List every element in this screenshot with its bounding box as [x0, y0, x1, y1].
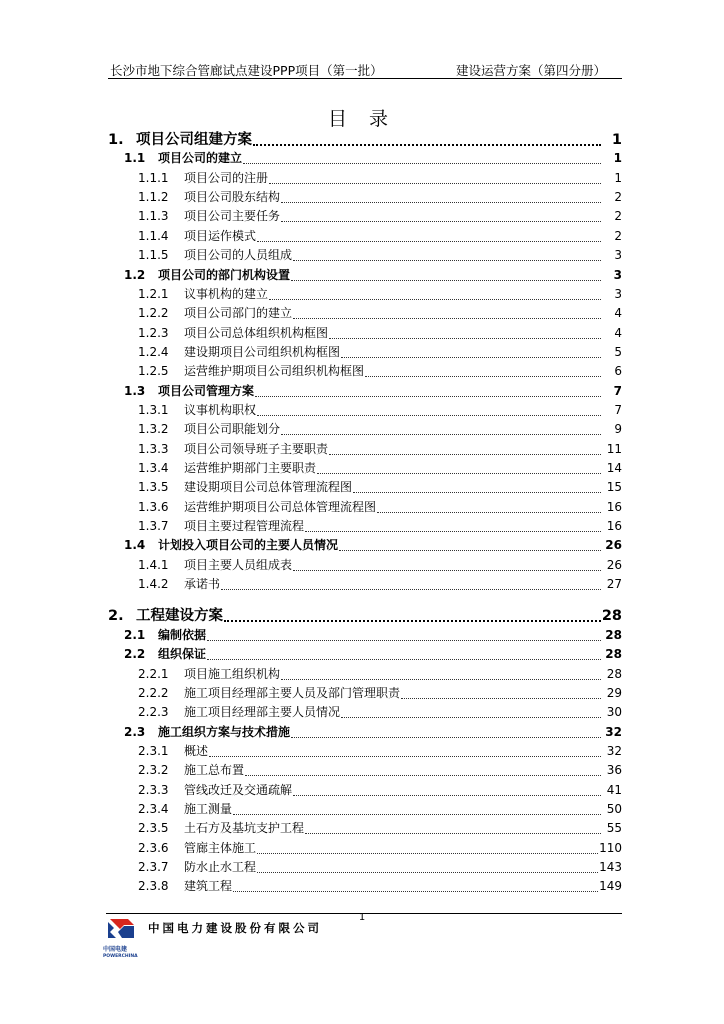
header-project-title: 长沙市地下综合管廊试点建设PPP项目（第一批） — [110, 63, 383, 78]
toc-entry-title: 议事机构的建立 — [184, 286, 269, 301]
toc-leader-dots — [293, 304, 601, 319]
toc-entry-number: 1.4.1 — [138, 557, 169, 572]
toc-entry-title: 项目公司的注册 — [184, 170, 269, 185]
toc-entry-page: 2 — [614, 228, 622, 243]
toc-entry-title: 编制依据 — [158, 627, 207, 642]
toc-leader-dots — [245, 761, 601, 776]
toc-entry-number: 1.3.4 — [138, 461, 169, 475]
toc-entry-title: 建筑工程 — [184, 879, 233, 894]
toc-leader-dots — [293, 556, 601, 571]
toc-entry-number: 2.3.5 — [138, 821, 169, 836]
toc-entry[interactable] — [138, 362, 622, 380]
toc-leader-dots — [353, 478, 601, 493]
toc-entry-page: 16 — [606, 499, 622, 514]
toc-entry-page: 143 — [599, 860, 622, 874]
toc-leader-dots — [329, 440, 601, 455]
toc-entry[interactable] — [138, 877, 622, 895]
toc-entry-number: 1.1.5 — [138, 248, 169, 263]
toc-entry-title: 施工测量 — [184, 801, 233, 816]
toc-entry-page: 28 — [605, 647, 622, 662]
toc-entry-number: 2.3.4 — [138, 801, 169, 816]
toc-entry-number: 1.2 — [124, 267, 146, 282]
toc-entry-title: 议事机构职权 — [184, 402, 257, 417]
toc-leader-dots — [291, 723, 601, 738]
toc-entry-page: 26 — [605, 538, 622, 553]
toc-entry-title: 项目公司总体组织机构框图 — [184, 325, 329, 340]
toc-leader-dots — [221, 575, 601, 590]
toc-leader-dots — [317, 459, 601, 474]
page-title: 目 录 — [327, 108, 397, 130]
logo-text — [103, 946, 143, 960]
toc-entry-number: 2.3 — [124, 724, 146, 739]
toc-entry-page: 15 — [606, 480, 622, 495]
toc-entry[interactable] — [138, 324, 622, 342]
footer-company-name: 中国电力建设股份有限公司 — [148, 921, 322, 935]
toc-leader-dots — [281, 188, 601, 203]
toc-entry[interactable] — [138, 858, 622, 876]
toc-entry-title: 施工总布置 — [184, 763, 245, 778]
toc-leader-dots — [291, 266, 601, 281]
toc-entry-title: 项目公司领导班子主要职责 — [184, 441, 329, 456]
toc-entry-number: 1.3.5 — [138, 480, 169, 495]
toc-entry[interactable] — [124, 149, 622, 167]
logo-text-cn: 中国电建 — [103, 946, 128, 953]
toc-entry-title: 工程建设方案 — [136, 608, 223, 625]
toc-leader-dots — [339, 536, 601, 551]
toc-entry-page: 55 — [606, 821, 622, 836]
toc-leader-dots — [329, 324, 601, 339]
toc-leader-dots — [269, 169, 601, 184]
toc-entry[interactable] — [138, 227, 622, 245]
toc-entry[interactable] — [138, 781, 622, 799]
toc-entry-page: 4 — [614, 306, 622, 321]
toc-entry-title: 施工组织方案与技术措施 — [158, 724, 291, 739]
toc-entry-page: 27 — [606, 577, 622, 591]
toc-entry-number: 1.1.2 — [138, 190, 169, 205]
logo-text-en: POWERCHINA — [103, 954, 138, 959]
toc-entry-title: 施工项目经理部主要人员及部门管理职责 — [184, 685, 401, 700]
toc-entry[interactable] — [138, 420, 622, 438]
toc-entry-page: 14 — [606, 461, 622, 475]
toc-entry[interactable] — [138, 761, 622, 779]
toc-entry-page: 32 — [605, 724, 622, 739]
toc-leader-dots — [341, 343, 601, 358]
toc-entry-number: 1.2.5 — [138, 364, 169, 379]
toc-entry-page: 16 — [606, 519, 622, 533]
toc-entry-title: 管线改迁及交通疏解 — [184, 782, 293, 797]
toc-entry-title: 运营维护期项目公司总体管理流程图 — [184, 499, 377, 514]
toc-entry-number: 2.2.1 — [138, 666, 169, 681]
toc-entry-number: 2.3.8 — [138, 879, 169, 894]
toc-entry-number: 2.3.7 — [138, 860, 169, 874]
toc-entry[interactable] — [138, 556, 622, 574]
toc-leader-dots — [281, 207, 601, 222]
toc-entry-page: 29 — [606, 685, 622, 700]
toc-entry-number: 1.4 — [124, 538, 146, 553]
toc-entry-title: 项目公司股东结构 — [184, 190, 281, 205]
toc-leader-dots — [305, 819, 601, 834]
toc-leader-dots — [293, 781, 601, 796]
toc-entry-page: 32 — [606, 743, 622, 758]
toc-leader-dots — [305, 517, 601, 532]
toc-entry-page: 41 — [606, 782, 622, 797]
toc-entry[interactable] — [138, 401, 622, 419]
toc-entry-title: 概述 — [184, 743, 209, 758]
toc-entry-number: 2.3.1 — [138, 743, 169, 758]
toc-entry-number: 2. — [108, 608, 124, 625]
toc-entry-page: 9 — [614, 422, 622, 437]
toc-entry-number: 1.1.1 — [138, 170, 169, 185]
toc-entry-title: 组织保证 — [158, 647, 207, 662]
toc-entry-number: 2.2 — [124, 647, 146, 662]
toc-entry-title: 土石方及基坑支护工程 — [184, 821, 305, 836]
toc-leader-dots — [224, 606, 601, 622]
toc-entry-page: 2 — [614, 190, 622, 205]
toc-entry[interactable] — [124, 645, 622, 663]
toc-entry-number: 2.2.2 — [138, 685, 169, 700]
toc-entry-page: 36 — [606, 763, 622, 778]
toc-entry-page: 1 — [613, 151, 622, 166]
toc-entry-title: 项目公司职能划分 — [184, 422, 281, 437]
toc-entry[interactable] — [124, 266, 622, 284]
toc-entry[interactable] — [138, 440, 622, 458]
toc-leader-dots — [233, 800, 601, 815]
toc-entry-title: 施工项目经理部主要人员情况 — [184, 705, 341, 720]
toc-leader-dots — [257, 401, 601, 416]
toc-leader-dots — [281, 420, 601, 435]
toc-leader-dots — [243, 149, 601, 164]
toc-entry-number: 1.3.2 — [138, 422, 169, 437]
toc-leader-dots — [293, 246, 601, 261]
toc-leader-dots — [253, 130, 601, 146]
toc-entry-page: 28 — [601, 608, 622, 625]
toc-entry-page: 149 — [599, 879, 622, 894]
toc-entry[interactable] — [124, 626, 622, 644]
toc-entry-number: 1.3 — [124, 383, 146, 398]
toc-entry[interactable] — [138, 665, 622, 683]
toc-entry-title: 项目主要过程管理流程 — [184, 519, 305, 533]
toc-leader-dots — [365, 362, 601, 377]
toc-entry-page: 4 — [614, 325, 622, 340]
toc-leader-dots — [257, 227, 601, 242]
toc-entry-page: 110 — [599, 840, 622, 855]
toc-entry[interactable] — [138, 498, 622, 516]
toc-entry-page: 2 — [614, 209, 622, 224]
toc-entry[interactable] — [124, 536, 622, 554]
toc-entry-title: 防水止水工程 — [184, 860, 257, 874]
toc-leader-dots — [255, 382, 601, 397]
toc-entry[interactable] — [138, 169, 622, 187]
footer-page-number: 1 — [358, 912, 366, 923]
toc-entry-title: 项目公司组建方案 — [136, 132, 252, 148]
toc-leader-dots — [281, 665, 601, 680]
toc-entry[interactable] — [138, 478, 622, 496]
toc-entry-title: 项目公司主要任务 — [184, 209, 281, 224]
toc-entry-title: 项目施工组织机构 — [184, 666, 281, 681]
toc-entry-page: 1 — [614, 170, 622, 185]
toc-leader-dots — [207, 626, 601, 641]
toc-entry[interactable] — [138, 343, 622, 361]
toc-entry-number: 2.3.2 — [138, 763, 169, 778]
toc-entry-number: 1.3.7 — [138, 519, 169, 533]
toc-entry-page: 26 — [606, 557, 622, 572]
toc-entry-page: 1 — [611, 132, 622, 148]
toc-entry-number: 2.1 — [124, 627, 146, 642]
toc-entry-title: 建设期项目公司组织机构框图 — [184, 344, 341, 359]
toc-entry-title: 项目公司的人员组成 — [184, 248, 293, 263]
header-volume-title: 建设运营方案（第四分册） — [455, 63, 606, 78]
toc-entry-number: 1.2.3 — [138, 325, 169, 340]
toc-entry-title: 项目公司的建立 — [158, 151, 243, 166]
toc-leader-dots — [257, 858, 598, 873]
toc-entry-number: 2.3.3 — [138, 782, 169, 797]
toc-leader-dots — [209, 742, 601, 757]
toc-entry-page: 3 — [613, 267, 622, 282]
toc-entry-number: 1.2.1 — [138, 286, 169, 301]
toc-entry-title: 承诺书 — [184, 577, 221, 591]
toc-entry-number: 1.3.6 — [138, 499, 169, 514]
toc-entry[interactable] — [108, 130, 622, 150]
toc-entry-title: 项目公司管理方案 — [158, 383, 255, 398]
toc-entry[interactable] — [138, 742, 622, 760]
toc-entry[interactable] — [138, 703, 622, 721]
toc-entry-title: 项目主要人员组成表 — [184, 557, 293, 572]
toc-entry[interactable] — [108, 606, 622, 626]
toc-leader-dots — [269, 285, 601, 300]
toc-entry-page: 3 — [614, 248, 622, 263]
toc-leader-dots — [377, 498, 601, 513]
toc-entry-number: 1.1.4 — [138, 228, 169, 243]
toc-leader-dots — [401, 684, 601, 699]
toc-entry-number: 1.3.1 — [138, 402, 169, 417]
toc-entry-title: 建设期项目公司总体管理流程图 — [184, 480, 353, 495]
toc-entry[interactable] — [138, 459, 622, 477]
toc-entry-page: 7 — [614, 402, 622, 417]
toc-entry-page: 50 — [606, 801, 622, 816]
toc-entry-number: 1. — [108, 132, 124, 148]
toc-entry-number: 1.1.3 — [138, 209, 169, 224]
toc-entry[interactable] — [124, 382, 622, 400]
page-header — [108, 60, 622, 79]
toc-entry-title: 项目公司部门的建立 — [184, 306, 293, 321]
toc-entry[interactable] — [138, 800, 622, 818]
toc-entry-number: 1.2.2 — [138, 306, 169, 321]
toc-entry-page: 28 — [605, 627, 622, 642]
toc-leader-dots — [341, 703, 601, 718]
toc-entry[interactable] — [138, 304, 622, 322]
toc-entry-title: 项目公司的部门机构设置 — [158, 267, 291, 282]
toc-entry-number: 2.2.3 — [138, 705, 169, 720]
toc-entry[interactable] — [138, 684, 622, 702]
toc-entry-number: 1.3.3 — [138, 441, 169, 456]
toc-entry-number: 1.2.4 — [138, 344, 169, 359]
toc-entry-number: 1.1 — [124, 151, 146, 166]
toc-entry-page: 6 — [614, 364, 622, 379]
toc-entry[interactable] — [138, 285, 622, 303]
toc-entry-title: 项目运作模式 — [184, 228, 257, 243]
toc-entry-page: 3 — [614, 286, 622, 301]
toc-entry-page: 7 — [613, 383, 622, 398]
toc-entry[interactable] — [138, 839, 622, 857]
toc-entry[interactable] — [138, 819, 622, 837]
toc-entry-title: 运营维护期部门主要职责 — [184, 461, 317, 475]
toc-entry[interactable] — [138, 575, 622, 593]
toc-leader-dots — [207, 645, 601, 660]
toc-entry-title: 运营维护期项目公司组织机构框图 — [184, 364, 365, 379]
toc-entry-number: 1.4.2 — [138, 577, 169, 591]
toc-entry-number: 2.3.6 — [138, 840, 169, 855]
toc-entry-page: 30 — [606, 705, 622, 720]
toc-entry-page: 5 — [614, 344, 622, 359]
toc-entry[interactable] — [138, 188, 622, 206]
toc-leader-dots — [257, 839, 598, 854]
toc-entry-page: 11 — [606, 441, 622, 456]
toc-entry-title: 计划投入项目公司的主要人员情况 — [158, 538, 339, 553]
toc-entry[interactable] — [138, 207, 622, 225]
toc-leader-dots — [233, 877, 598, 892]
toc-entry[interactable] — [138, 517, 622, 535]
toc-entry-page: 28 — [606, 666, 622, 681]
toc-entry[interactable] — [138, 246, 622, 264]
toc-entry-title: 管廊主体施工 — [184, 840, 257, 855]
toc-entry[interactable] — [124, 723, 622, 741]
